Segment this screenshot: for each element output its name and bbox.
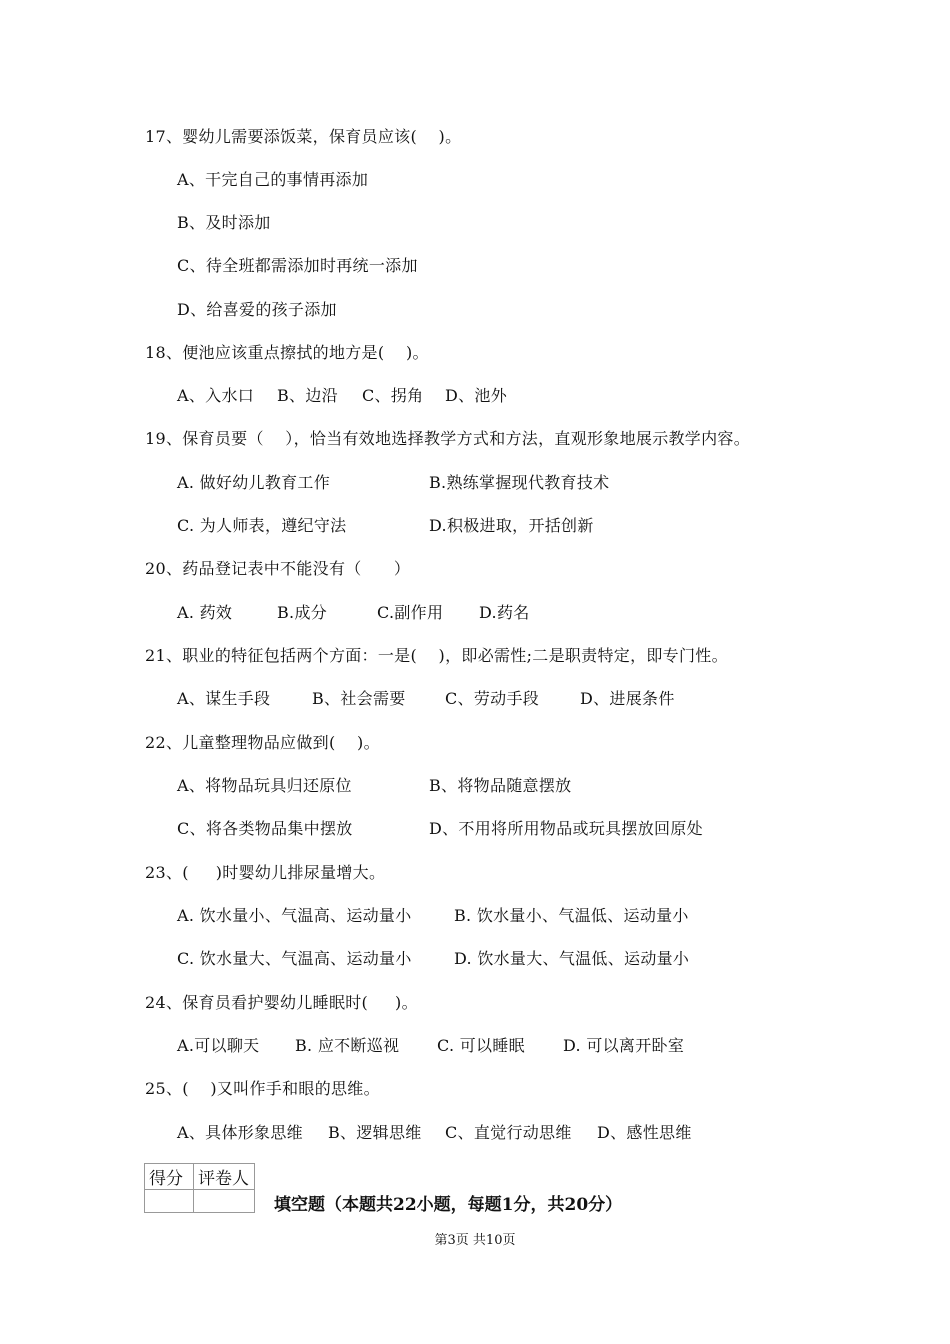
option-text: C、拐角	[362, 386, 424, 405]
question-stem: 20、药品登记表中不能没有（ ）	[145, 559, 411, 578]
option-text: A.可以聊天	[177, 1036, 260, 1055]
question-stem: 24、保育员看护婴幼儿睡眠时( )。	[145, 993, 418, 1012]
option-text: D、不用将所用物品或玩具摆放回原处	[429, 819, 703, 838]
option-text: B、社会需要	[312, 689, 406, 708]
option-text: D、池外	[445, 386, 508, 405]
option-text: B.成分	[277, 603, 328, 622]
option-text: D、给喜爱的孩子添加	[177, 300, 337, 319]
score-table	[144, 1163, 255, 1213]
question-stem: 17、婴幼儿需要添饭菜，保育员应该( )。	[145, 127, 462, 146]
option-text: A、入水口	[177, 386, 255, 405]
option-text: A、具体形象思维	[177, 1123, 303, 1142]
option-text: B、边沿	[277, 386, 338, 405]
option-text: D. 可以离开卧室	[563, 1036, 685, 1055]
option-text: D.积极进取，开括创新	[429, 516, 594, 535]
reviewer-cell	[194, 1190, 255, 1213]
reviewer-label: 评卷人	[194, 1164, 255, 1190]
option-text: C、将各类物品集中摆放	[177, 819, 353, 838]
option-text: B、将物品随意摆放	[429, 776, 572, 795]
score-label: 得分	[145, 1164, 194, 1190]
option-text: C. 可以睡眠	[437, 1036, 525, 1055]
score-cell	[145, 1190, 194, 1213]
option-text: A. 饮水量小、气温高、运动量小	[177, 906, 412, 925]
option-text: D、进展条件	[580, 689, 675, 708]
question-stem: 23、( )时婴幼儿排尿量增大。	[145, 863, 386, 882]
option-text: C.副作用	[377, 603, 444, 622]
question-stem: 22、儿童整理物品应做到( )。	[145, 733, 380, 752]
option-text: B、及时添加	[177, 213, 271, 232]
option-text: A. 做好幼儿教育工作	[177, 473, 331, 492]
option-text: C. 为人师表，遵纪守法	[177, 516, 347, 535]
option-text: C、待全班都需添加时再统一添加	[177, 256, 418, 275]
option-text: A、将物品玩具归还原位	[177, 776, 352, 795]
option-text: C、直觉行动思维	[445, 1123, 572, 1142]
option-text: B. 饮水量小、气温低、运动量小	[454, 906, 689, 925]
option-text: D、感性思维	[597, 1123, 692, 1142]
option-text: A. 药效	[177, 603, 233, 622]
option-text: C、劳动手段	[445, 689, 540, 708]
option-text: A、谋生手段	[177, 689, 271, 708]
option-text: B.熟练掌握现代教育技术	[429, 473, 610, 492]
option-text: A、干完自己的事情再添加	[177, 170, 369, 189]
option-text: B、逻辑思维	[328, 1123, 422, 1142]
option-text: C. 饮水量大、气温高、运动量小	[177, 949, 412, 968]
section-title: 填空题（本题共22小题，每题1分，共20分）	[274, 1195, 623, 1215]
question-stem: 19、保育员要（ ），恰当有效地选择教学方式和方法，直观形象地展示教学内容。	[145, 429, 751, 448]
question-stem: 25、( )又叫作手和眼的思维。	[145, 1079, 380, 1098]
option-text: D.药名	[479, 603, 530, 622]
question-stem: 18、便池应该重点擦拭的地方是( )。	[145, 343, 429, 362]
option-text: D. 饮水量大、气温低、运动量小	[454, 949, 690, 968]
page-footer: 第3页 共10页	[434, 1233, 516, 1248]
option-text: B. 应不断巡视	[295, 1036, 400, 1055]
question-stem: 21、职业的特征包括两个方面：一是( )，即必需性;二是职责特定，即专门性。	[145, 646, 728, 665]
